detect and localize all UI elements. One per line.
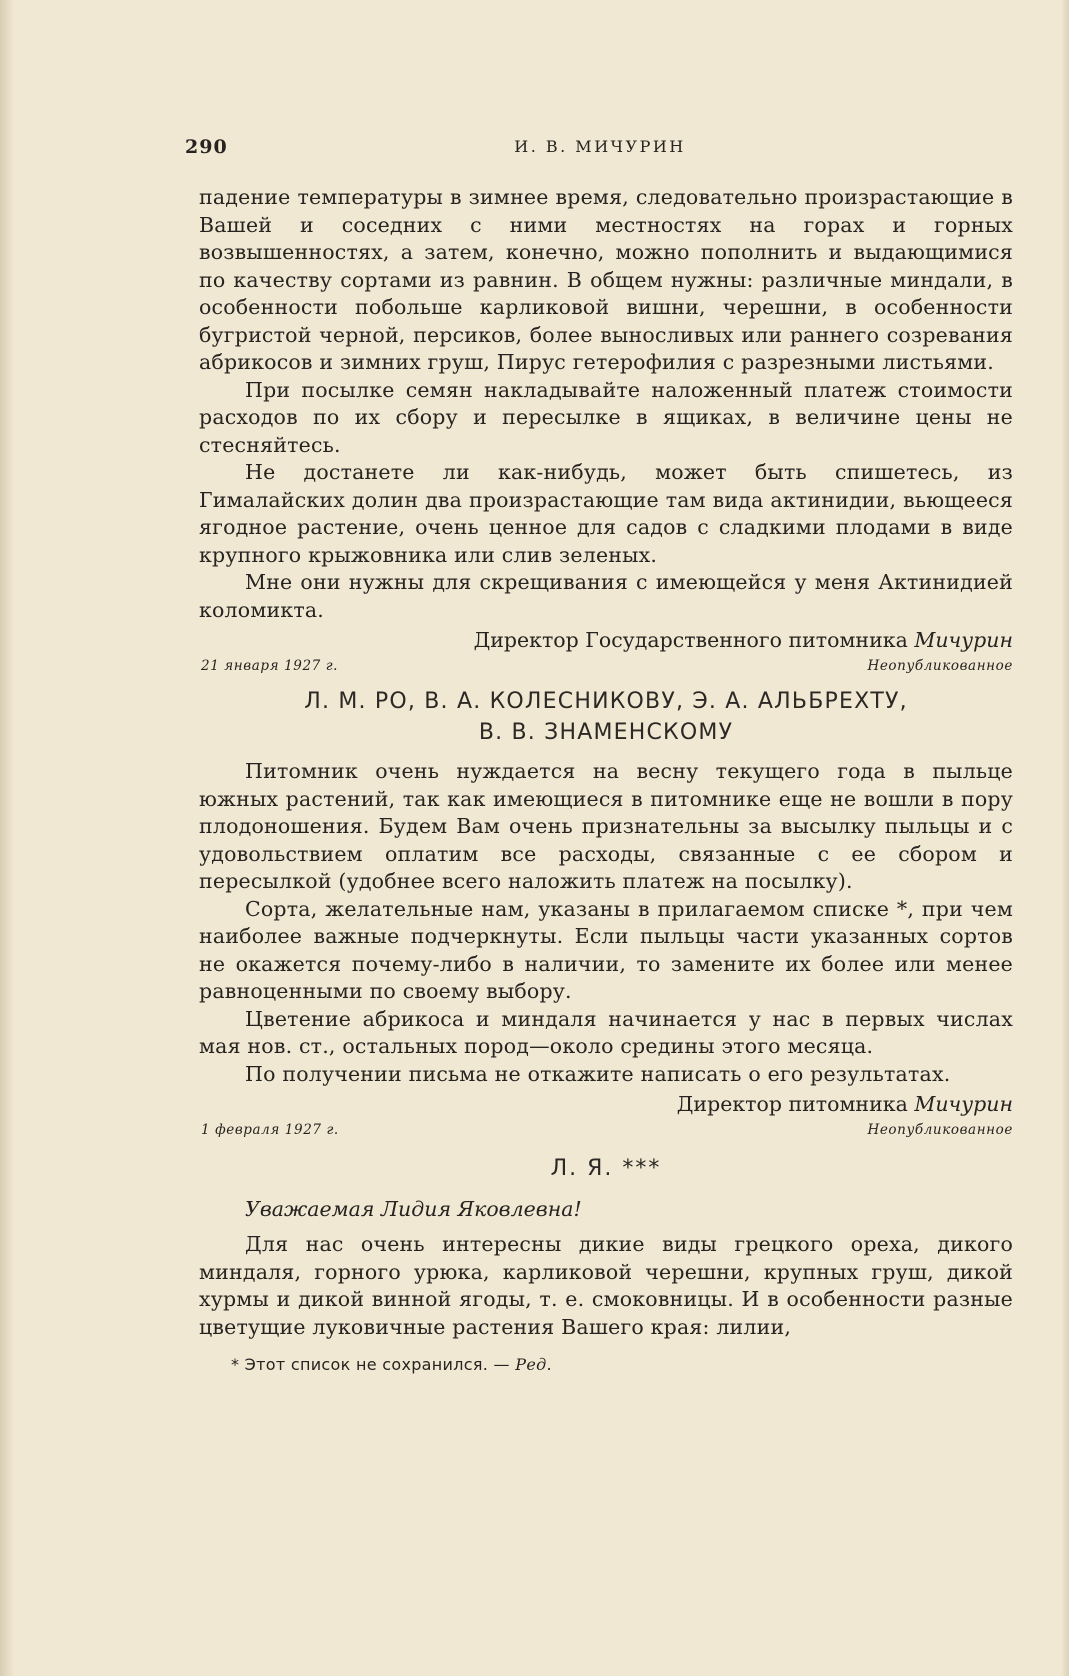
page-number: 290 xyxy=(185,136,228,158)
letter-3 xyxy=(199,1156,1013,1341)
letter-1-dateline xyxy=(199,658,1013,674)
letter-1-paragraph: падение температуры в зимнее время, следовательно произрастающие в Вашей и соседних с ними местностях на горах и горных возвышенностях, а затем, конечно, можно пополнить и выдающимися по качеству сортами из равнин. В общем нужны: различные миндали, в особенности побольше карликовой вишни, черешни, в особенности бугристой черной, персиков, более выносливых или раннего созревания абрикосов и зимних груш, Пирус гетерофилия с разрезными листьями. xyxy=(199,185,1013,374)
letter-3-paragraph: Для нас очень интересны дикие виды грецкого ореха, дикого миндаля, горного урюка, карликовой черешни, крупных груш, дикой хурмы и дикой винной ягоды, т. е. смоковницы. И в особенности разные цветущие луковичные растения Вашего края: лилии, xyxy=(199,1232,1013,1339)
signature-title: Директор Государственного питомника xyxy=(473,628,908,652)
letter-1-paragraph: При посылке семян накладывайте наложенный платеж стоимости расходов по их сбору и пересылке в ящиках, в величине цены не стесняйтесь. xyxy=(199,377,1013,457)
letter-3-salutation: Уважаемая Лидия Яковлевна! xyxy=(245,1197,582,1221)
letter-3-heading: Л. Я. *** xyxy=(550,1156,662,1181)
footnote xyxy=(231,1355,1013,1374)
letter-2 xyxy=(199,686,1013,1138)
letter-2-paragraph: Цветение абрикоса и миндаля начинается у нас в первых числах мая нов. ст., остальных пород—около средины этого месяца. xyxy=(199,1006,1013,1058)
letter-2-signature xyxy=(199,1090,1013,1118)
letter-2-paragraph: Сорта, желательные нам, указаны в прилагаемом списке *, при чем наиболее важные подчеркнуты. Если пыльцы части указанных сортов не окажется почему-либо в наличии, то замените их более или менее равноценными по своему выбору. xyxy=(199,896,1013,1003)
letter-2-heading xyxy=(199,686,1013,748)
letter-1-paragraph: Не достанете ли как-нибудь, может быть спишетесь, из Гималайских долин два произрастающие там вида актинидии, вьющееся ягодное растение, очень ценное для садов с сладкими плодами в виде крупного крыжовника или слив зеленых. xyxy=(199,460,1013,567)
letter-date: 21 января 1927 г. xyxy=(201,658,339,674)
footnote-text: * Этот список не сохранился. — xyxy=(231,1355,510,1374)
letter-2-paragraph: По получении письма не откажите написать о его результатах. xyxy=(245,1061,951,1086)
letter-2-paragraph: Питомник очень нуждается на весну текущего года в пыльце южных растений, так как имеющиеся в питомнике еще не вошли в пору плодоношения. Будем Вам очень признательны за высылку пыльцы и с удовольствием оплатим все расходы, связанные с ее сбором и пересылкой (удобнее всего наложить платеж на посылку). xyxy=(199,759,1013,893)
page-edge-right xyxy=(1061,0,1069,1676)
signature-name: Мичурин xyxy=(914,628,1013,652)
letter-1-signature xyxy=(199,626,1013,654)
page-edge-left xyxy=(0,0,14,1676)
signature-name: Мичурин xyxy=(914,1092,1013,1116)
running-head: И. В. МИЧУРИН xyxy=(514,137,686,156)
signature-title: Директор питомника xyxy=(676,1092,908,1116)
publication-status: Неопубликованное xyxy=(867,658,1013,674)
page-body xyxy=(199,184,1013,1374)
footnote-editor: Ред. xyxy=(515,1355,552,1374)
letter-1-paragraph: Мне они нужны для скрещивания с имеющейся у меня Актинидией коломикта. xyxy=(199,570,1013,622)
publication-status: Неопубликованное xyxy=(867,1122,1013,1138)
letter-1 xyxy=(199,184,1013,674)
page-header xyxy=(185,136,1015,166)
letter-date: 1 февраля 1927 г. xyxy=(201,1122,339,1138)
heading-line: Л. М. РО, В. А. КОЛЕСНИКОВУ, Э. А. АЛЬБРЕХТУ, xyxy=(304,689,908,714)
letter-2-dateline xyxy=(199,1122,1013,1138)
heading-line: В. В. ЗНАМЕНСКОМУ xyxy=(478,720,734,745)
